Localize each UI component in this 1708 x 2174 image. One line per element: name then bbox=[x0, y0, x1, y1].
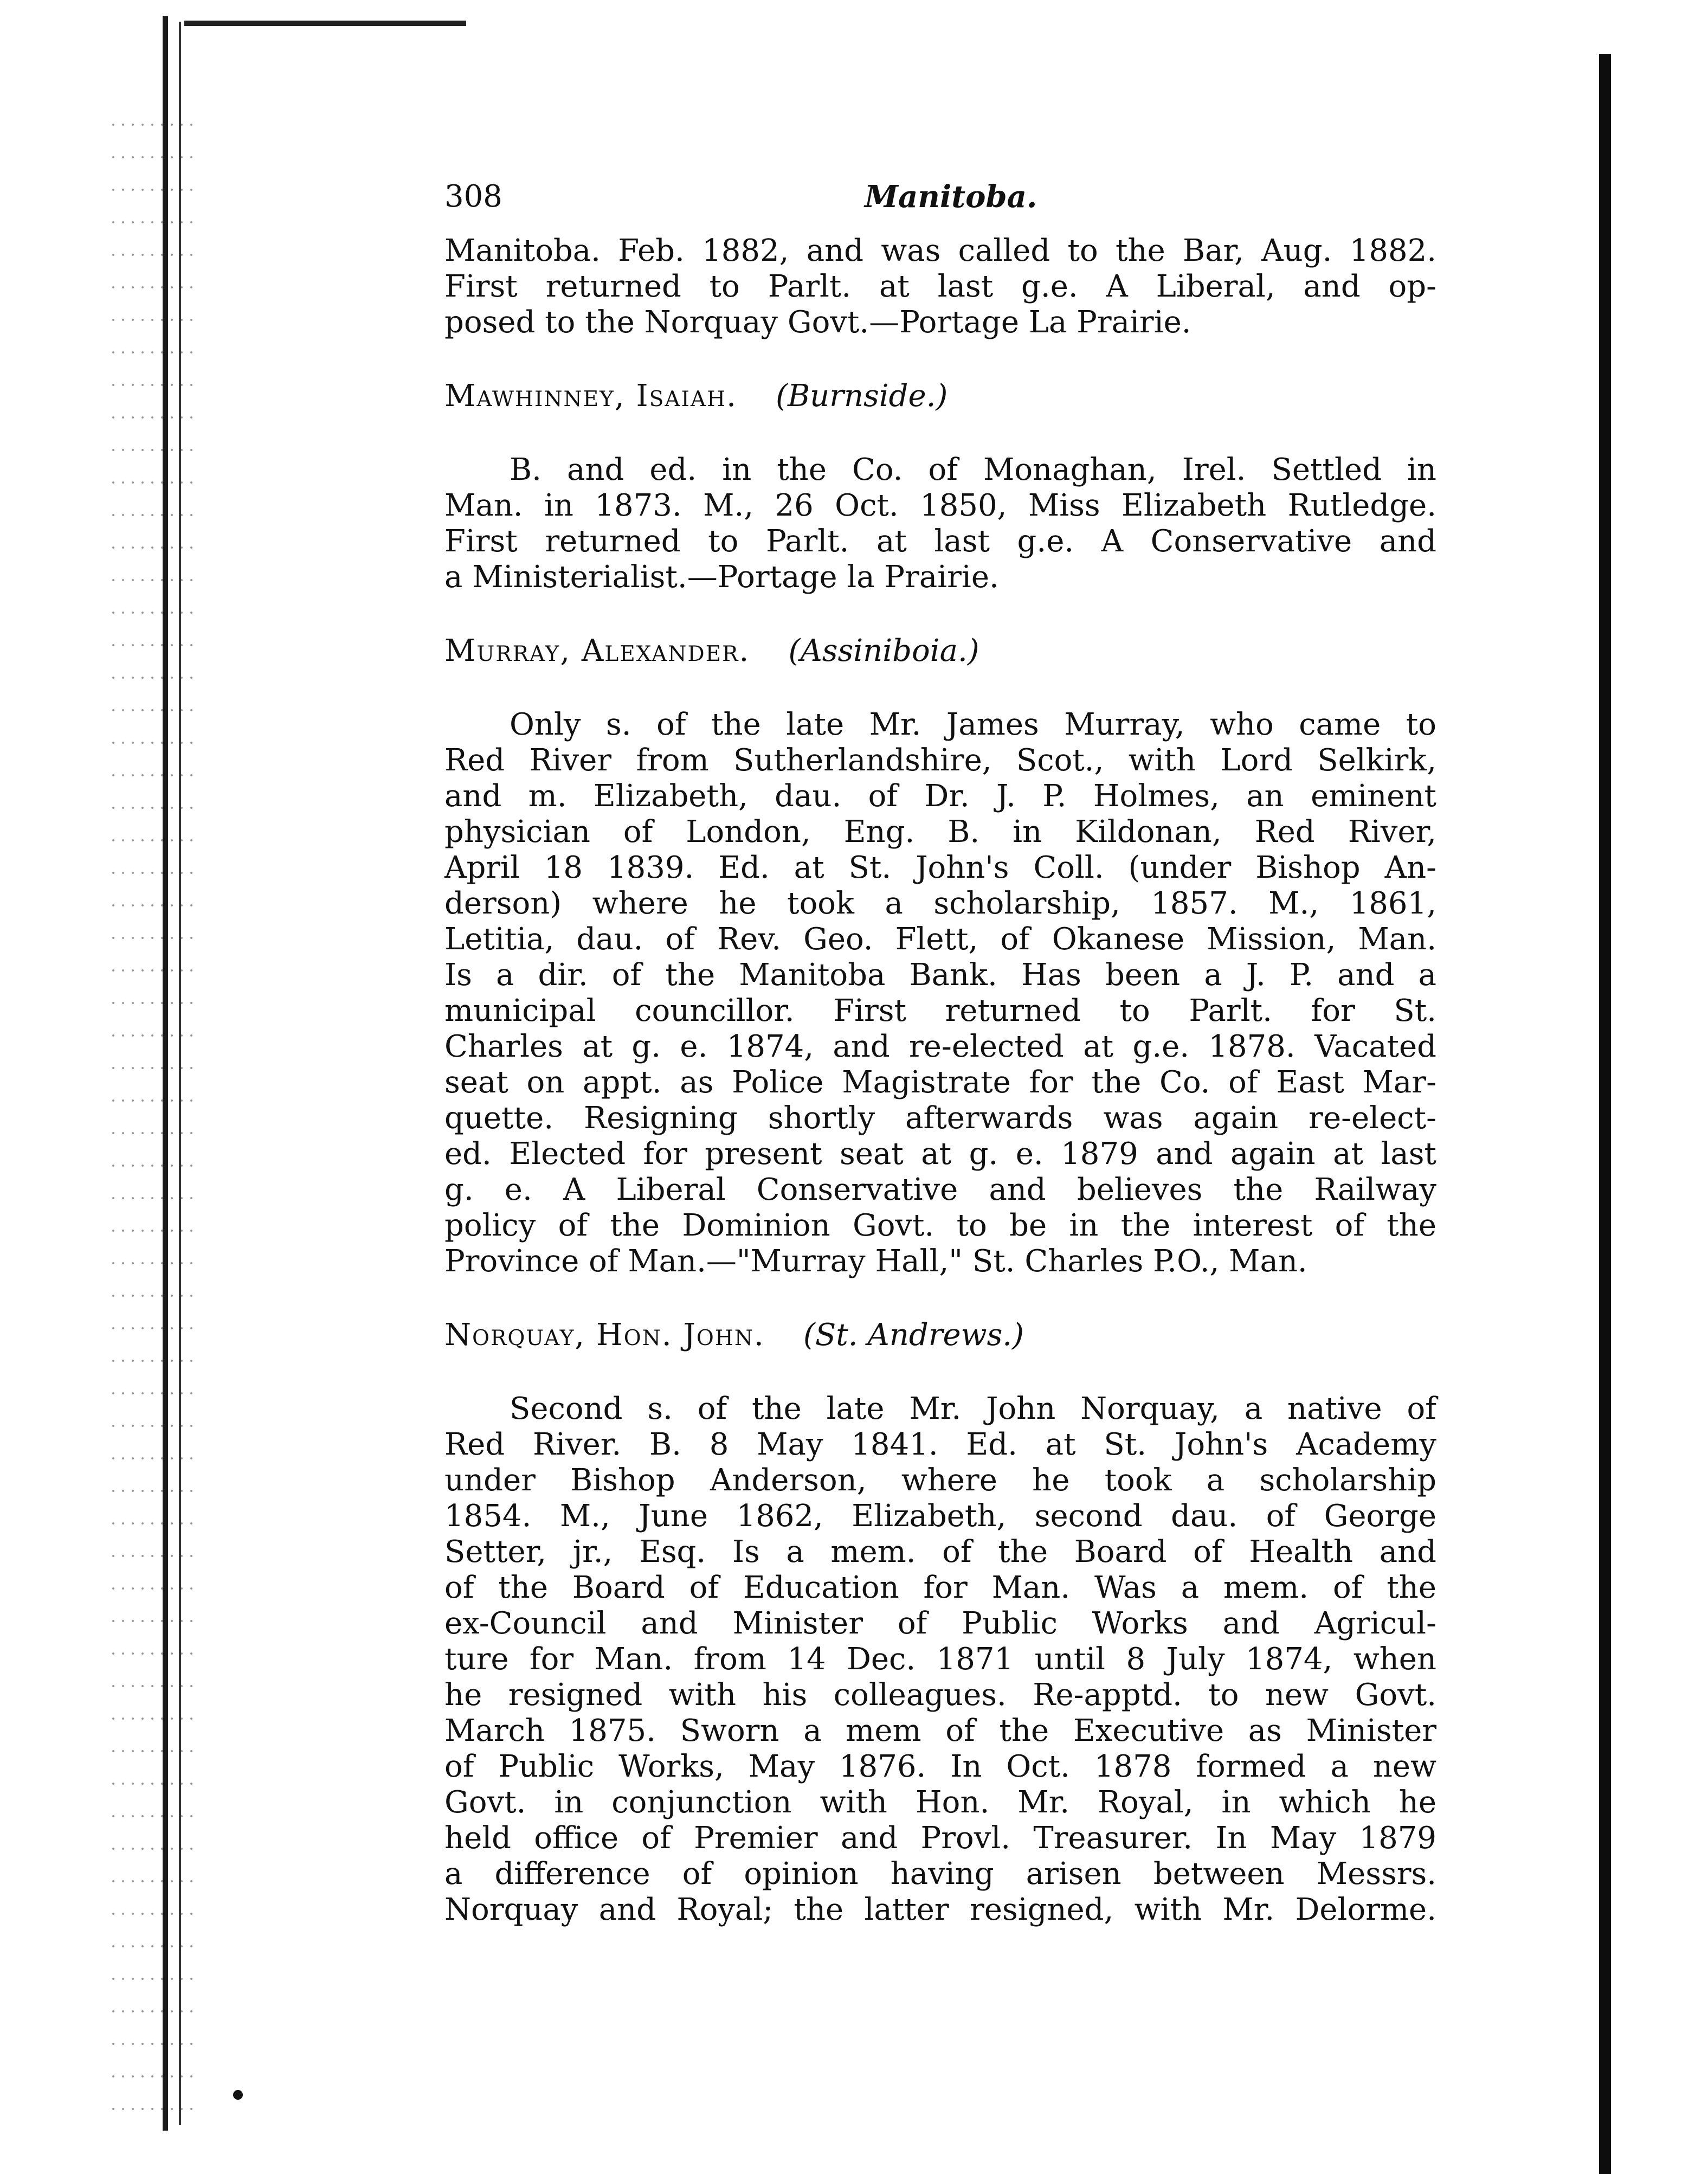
entry-name: Murray, Alexander. bbox=[444, 633, 750, 668]
text-line: municipal councillor. First returned to Parlt. for St. bbox=[444, 993, 1436, 1028]
entry-heading bbox=[444, 1317, 1436, 1353]
entry-heading bbox=[444, 633, 1436, 669]
entry-paragraph bbox=[444, 452, 1436, 595]
text-line: seat on appt. as Police Magistrate for the Co. of East Mar- bbox=[444, 1065, 1436, 1100]
text-line: April 18 1839. Ed. at St. John's Coll. (under Bishop An- bbox=[444, 850, 1436, 885]
text-line: of Public Works, May 1876. In Oct. 1878 formed a new bbox=[444, 1749, 1436, 1784]
text-line: derson) where he took a scholarship, 1857. M., 1861, bbox=[444, 886, 1436, 921]
text-line: Is a dir. of the Manitoba Bank. Has been a J. P. and a bbox=[444, 957, 1436, 993]
intro-paragraph bbox=[444, 233, 1436, 340]
entry-name: Mawhinney, Isaiah. bbox=[444, 378, 737, 414]
text-line: quette. Resigning shortly afterwards was again re-elect- bbox=[444, 1101, 1436, 1136]
running-title: Manitoba. bbox=[865, 179, 1037, 215]
scan-edge-right bbox=[1599, 54, 1611, 2174]
entry-name: Norquay, Hon. John. bbox=[444, 1317, 765, 1353]
text-line: B. and ed. in the Co. of Monaghan, Irel. Settled in bbox=[510, 452, 1436, 487]
text-line: First returned to Parlt. at last g.e. A Conservative and bbox=[444, 524, 1436, 559]
page-number: 308 bbox=[444, 179, 502, 214]
text-line: Red River. B. 8 May 1841. Ed. at St. John's Academy bbox=[444, 1427, 1436, 1462]
entry-seat: (Burnside.) bbox=[776, 378, 948, 414]
entry-heading bbox=[444, 378, 1436, 414]
text-line: physician of London, Eng. B. in Kildonan, Red River, bbox=[444, 814, 1436, 850]
text-line: Man. in 1873. M., 26 Oct. 1850, Miss Elizabeth Rutledge. bbox=[444, 488, 1436, 523]
entry-paragraph bbox=[444, 1391, 1436, 1928]
entry-paragraph bbox=[444, 707, 1436, 1279]
text-line: Setter, jr., Esq. Is a mem. of the Board of Health and bbox=[444, 1534, 1436, 1570]
text-line: a difference of opinion having arisen between Messrs. bbox=[444, 1856, 1436, 1892]
text-line: Charles at g. e. 1874, and re-elected at g.e. 1878. Vacated bbox=[444, 1029, 1436, 1064]
text-line: ex-Council and Minister of Public Works and Agricul- bbox=[444, 1606, 1436, 1641]
text-line: he resigned with his colleagues. Re-apptd. to new Govt. bbox=[444, 1677, 1436, 1713]
text-line: under Bishop Anderson, where he took a scholarship bbox=[444, 1463, 1436, 1498]
text-line: Govt. in conjunction with Hon. Mr. Royal, in which he bbox=[444, 1785, 1436, 1820]
text-line: March 1875. Sworn a mem of the Executive as Minister bbox=[444, 1713, 1436, 1748]
entry-seat: (St. Andrews.) bbox=[803, 1317, 1024, 1353]
text-line: 1854. M., June 1862, Elizabeth, second dau. of George bbox=[444, 1498, 1436, 1534]
text-line: Second s. of the late Mr. John Norquay, a native of bbox=[510, 1391, 1436, 1426]
text-block bbox=[444, 163, 1436, 1928]
text-line: held office of Premier and Provl. Treasurer. In May 1879 bbox=[444, 1821, 1436, 1856]
text-line: posed to the Norquay Govt.—Portage La Prairie. bbox=[444, 305, 1191, 340]
scan-dot bbox=[233, 2090, 243, 2100]
text-line: Province of Man.—"Murray Hall," St. Charles P.O., Man. bbox=[444, 1244, 1307, 1279]
text-line: policy of the Dominion Govt. to be in the interest of the bbox=[444, 1208, 1436, 1243]
running-head bbox=[444, 163, 1436, 215]
text-line: and m. Elizabeth, dau. of Dr. J. P. Holmes, an eminent bbox=[444, 779, 1436, 814]
scan-edge-top bbox=[184, 21, 466, 26]
text-line: ture for Man. from 14 Dec. 1871 until 8 July 1874, when bbox=[444, 1642, 1436, 1677]
text-line: Letitia, dau. of Rev. Geo. Flett, of Okanese Mission, Man. bbox=[444, 922, 1436, 957]
scan-specks bbox=[108, 108, 195, 2114]
text-line: Norquay and Royal; the latter resigned, with Mr. Delorme. bbox=[444, 1892, 1436, 1927]
text-line: First returned to Parlt. at last g.e. A Liberal, and op- bbox=[444, 269, 1436, 304]
entry-seat: (Assiniboia.) bbox=[788, 633, 979, 668]
text-line: Red River from Sutherlandshire, Scot., with Lord Selkirk, bbox=[444, 743, 1436, 778]
text-line: Manitoba. Feb. 1882, and was called to the Bar, Aug. 1882. bbox=[444, 233, 1436, 268]
text-line: of the Board of Education for Man. Was a mem. of the bbox=[444, 1570, 1436, 1605]
text-line: ed. Elected for present seat at g. e. 1879 and again at last bbox=[444, 1136, 1436, 1172]
text-line: g. e. A Liberal Conservative and believes the Railway bbox=[444, 1172, 1436, 1207]
text-line: Only s. of the late Mr. James Murray, who came to bbox=[510, 707, 1436, 742]
text-line: a Ministerialist.—Portage la Prairie. bbox=[444, 559, 999, 595]
